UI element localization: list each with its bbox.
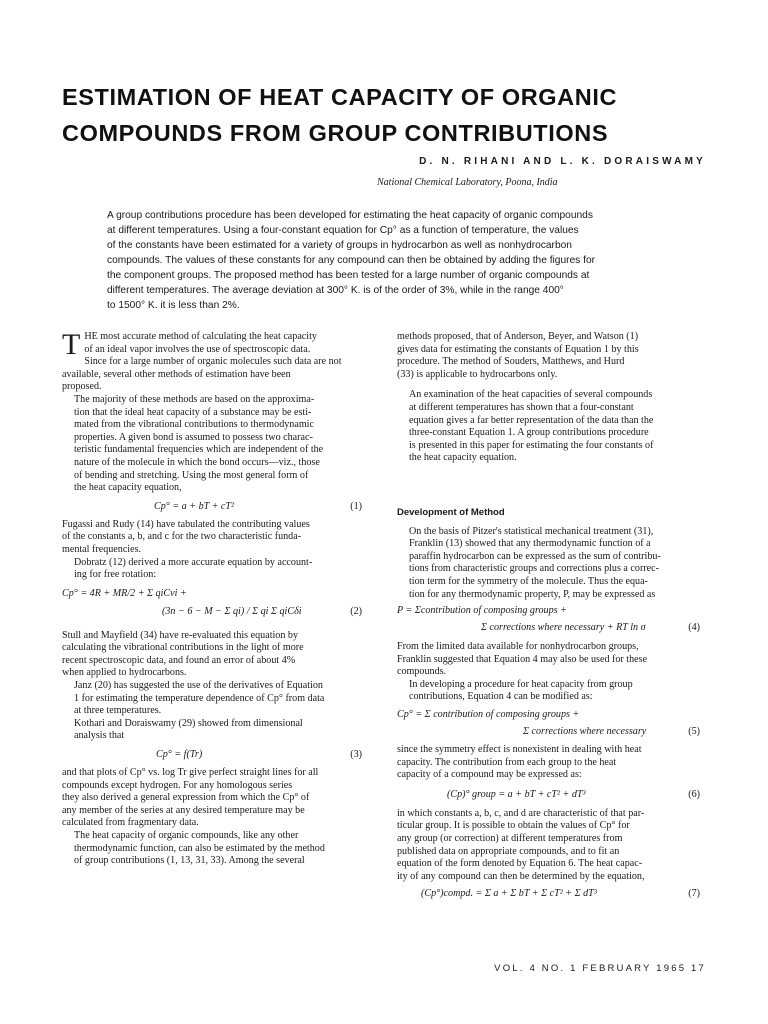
text-line: ing for free rotation: xyxy=(74,569,157,581)
right-column xyxy=(397,331,700,905)
text-line: three-constant Equation 1. A group contributions procedure xyxy=(409,427,649,439)
paper-title-line-2: COMPOUNDS FROM GROUP CONTRIBUTIONS xyxy=(62,120,609,146)
paragraph xyxy=(62,630,362,680)
text-line: when applied to hydrocarbons. xyxy=(62,667,187,679)
text-line: published data on appropriate compounds, and to fit an xyxy=(397,845,620,857)
text-line: the heat capacity equation. xyxy=(409,452,517,464)
equation-body: Cp° = f(Tr) xyxy=(156,749,203,761)
text-line: An examination of the heat capacities of several compounds xyxy=(409,389,653,401)
text-line: of the constants a, b, and c for the two characteristic funda- xyxy=(62,531,302,543)
text-line: methods proposed, that of Anderson, Beyer, and Watson (1) xyxy=(397,331,639,342)
text-line: at three temperatures. xyxy=(74,705,162,717)
text-line: contributions, Equation 4 can be modified as: xyxy=(409,691,593,703)
text-line: Since for a large number of organic molecules such data are not xyxy=(84,356,342,368)
paragraph xyxy=(62,830,362,868)
equation-body: Cp° = a + bT + cT² xyxy=(154,500,235,512)
abstract-line: the component groups. The proposed method has been tested for a large number of organic compounds at xyxy=(107,270,590,281)
text-line: in which constants a, b, c, and d are characteristic of that par- xyxy=(397,807,645,819)
text-line: tion that the ideal heat capacity of a substance may be esti- xyxy=(74,406,312,418)
paragraph xyxy=(397,331,700,381)
text-line: compounds. xyxy=(397,666,447,678)
equation-number: (5) xyxy=(688,726,700,738)
text-line: Fugassi and Rudy (14) have tabulated the contributing values xyxy=(62,518,310,530)
text-line: gives data for estimating the constants of Equation 1 by this xyxy=(397,343,639,355)
text-line: of an ideal vapor involves the use of spectroscopic data. xyxy=(84,343,311,355)
section-heading: Development of Method xyxy=(397,506,505,518)
paragraph xyxy=(397,744,700,782)
text-line: of bending and stretching. Using the most general form of xyxy=(74,469,309,481)
intro-paragraph xyxy=(62,328,362,394)
drop-cap: T xyxy=(62,328,81,361)
text-line: On the basis of Pitzer's statistical mechanical treatment (31), xyxy=(409,525,654,537)
equation-body: P = Σcontribution of composing groups + xyxy=(397,605,567,617)
paragraph xyxy=(397,808,700,884)
text-line: The majority of these methods are based on the approxima- xyxy=(74,393,315,405)
text-line: proposed. xyxy=(62,381,102,393)
equation-body: (Cp°)compd. = Σ a + Σ bT + Σ cT² + Σ dT³ xyxy=(421,888,597,900)
text-line: In developing a procedure for heat capacity from group xyxy=(409,678,633,690)
paragraph xyxy=(62,557,362,582)
equation-body: Σ corrections where necessary xyxy=(523,726,647,738)
page-footer: VOL. 4 NO. 1 FEBRUARY 1965 17 xyxy=(494,963,706,974)
text-line: teristic fundamental frequencies which are independent of the xyxy=(74,444,324,456)
equation-4-line-2 xyxy=(397,619,700,641)
text-line: Dobratz (12) derived a more accurate equation by account- xyxy=(74,556,313,568)
paragraph xyxy=(397,389,700,465)
paragraph xyxy=(62,680,362,718)
equation-6 xyxy=(397,782,700,808)
abstract-line: to 1500° K. it is less than 2%. xyxy=(107,300,240,311)
equation-3 xyxy=(62,743,362,767)
left-column xyxy=(62,328,362,868)
abstract-line: different temperatures. The average deviation at 300° K. is of the order of 3%, while in the range 400° xyxy=(107,285,564,296)
equation-number: (3) xyxy=(350,749,362,761)
text-line: thermodynamic function, can also be estimated by the method xyxy=(74,842,325,854)
paragraph xyxy=(62,718,362,743)
text-line: tion for any thermodynamic property, P, may be expressed as xyxy=(409,588,656,600)
equation-body: (Cp)° group = a + bT + cT² + dT³ xyxy=(447,788,586,800)
abstract-line: A group contributions procedure has been developed for estimating the heat capacity of organic compounds xyxy=(107,210,593,221)
paragraph xyxy=(397,641,700,679)
text-line: From the limited data available for nonhydrocarbon groups, xyxy=(397,641,639,653)
text-line: equation of the form denoted by Equation 6. The heat capac- xyxy=(397,858,643,870)
text-line: tions from characteristic groups and corrections plus a correc- xyxy=(409,563,660,575)
equation-number: (1) xyxy=(350,500,362,512)
equation-number: (6) xyxy=(688,788,700,800)
equation-number: (7) xyxy=(688,888,700,900)
text-line: (33) is applicable to hydrocarbons only. xyxy=(397,368,558,380)
text-line: Kothari and Doraiswamy (29) showed from dimensional xyxy=(74,717,303,729)
abstract-line: compounds. The values of these constants for any compound can then be obtained by adding the figures for xyxy=(107,255,595,266)
text-line: Franklin suggested that Equation 4 may also be used for these xyxy=(397,653,648,665)
authors: D. N. RIHANI AND L. K. DORAISWAMY xyxy=(419,156,706,167)
text-line: calculated from fragmentary data. xyxy=(62,817,199,829)
equation-number: (4) xyxy=(688,622,700,634)
text-line: properties. A given bond is assumed to possess two charac- xyxy=(74,431,313,443)
paragraph xyxy=(62,394,362,495)
equation-number: (2) xyxy=(350,605,362,617)
text-line: procedure. The method of Souders, Matthews, and Hurd xyxy=(397,356,625,368)
text-line: calculating the vibrational contributions in the light of more xyxy=(62,642,304,654)
abstract-line: of the constants have been estimated for a variety of groups in hydrocarbon as well as nonhydrocarbon xyxy=(107,240,572,251)
text-line: and that plots of Cp° vs. log Tr give perfect straight lines for all xyxy=(62,767,319,779)
abstract-line: at different temperatures. Using a four-constant equation for Cp° as a function of temperature, the values xyxy=(107,225,579,236)
text-line: capacity of a compound may be expressed as: xyxy=(397,769,582,781)
equation-2-line-1 xyxy=(62,582,362,604)
text-line: analysis that xyxy=(74,730,125,742)
equation-body: Σ corrections where necessary + RT ln σ xyxy=(481,622,646,634)
text-line: any member of the series at any desired temperature may be xyxy=(62,804,305,816)
text-line: any group (or correction) at different temperatures from xyxy=(397,833,623,845)
text-line: tion term for the symmetry of the molecule. Thus the equa- xyxy=(409,575,648,587)
text-line: Stull and Mayfield (34) have re-evaluated this equation by xyxy=(62,629,299,641)
text-line: since the symmetry effect is nonexistent in dealing with heat xyxy=(397,744,642,756)
equation-7 xyxy=(397,883,700,905)
text-line: mental frequencies. xyxy=(62,543,142,555)
text-line: compounds except hydrogen. For any homologous series xyxy=(62,779,293,791)
equation-5-line-1 xyxy=(397,704,700,722)
text-line: the heat capacity equation, xyxy=(74,482,182,494)
text-line: at different temperatures has shown that a four-constant xyxy=(409,401,634,413)
text-line: Franklin (13) showed that any thermodynamic function of a xyxy=(409,538,651,550)
paragraph xyxy=(397,526,700,602)
equation-body: Cp° = Σ contribution of composing groups + xyxy=(397,709,580,721)
text-line: of group contributions (1, 13, 31, 33). Among the several xyxy=(74,855,305,867)
text-line: recent spectroscopic data, and found an error of about 4% xyxy=(62,654,296,666)
text-line: is presented in this paper for estimating the four constants of xyxy=(409,439,654,451)
paper-title-line-1: ESTIMATION OF HEAT CAPACITY OF ORGANIC xyxy=(62,84,618,110)
text-line: ity of any compound can then be determined by the equation, xyxy=(397,870,645,882)
equation-2-line-2 xyxy=(62,604,362,630)
equation-4-line-1 xyxy=(397,601,700,619)
text-line: HE most accurate method of calculating the heat capacity xyxy=(84,331,317,342)
paragraph xyxy=(397,679,700,704)
paragraph xyxy=(62,519,362,557)
text-line: equation gives a far better representation of the data than the xyxy=(409,414,654,426)
equation-1 xyxy=(62,495,362,519)
text-line: 1 for estimating the temperature dependence of Cp° from data xyxy=(74,692,325,704)
equation-body: (3n − 6 − M − Σ qi) / Σ qi Σ qiCδi xyxy=(162,605,302,617)
equation-body: Cp° = 4R + MR/2 + Σ qiCvi + xyxy=(62,587,187,599)
text-line: capacity. The contribution from each group to the heat xyxy=(397,756,617,768)
text-line: mated from the vibrational contributions to thermodynamic xyxy=(74,419,314,431)
text-line: Janz (20) has suggested the use of the derivatives of Equation xyxy=(74,680,323,692)
text-line: they also derived a general expression from which the Cp° of xyxy=(62,792,310,804)
affiliation: National Chemical Laboratory, Poona, India xyxy=(377,177,558,188)
text-line: ticular group. It is possible to obtain the values of Cp° for xyxy=(397,820,630,832)
text-line: nature of the molecule in which the bond occurs—viz., those xyxy=(74,456,320,468)
text-line: The heat capacity of organic compounds, like any other xyxy=(74,830,299,841)
equation-5-line-2 xyxy=(397,722,700,744)
text-line: available, several other methods of estimation have been xyxy=(62,368,291,380)
paragraph xyxy=(62,767,362,830)
abstract xyxy=(107,208,655,313)
text-line: paraffin hydrocarbon can be expressed as the sum of contribu- xyxy=(409,550,661,562)
